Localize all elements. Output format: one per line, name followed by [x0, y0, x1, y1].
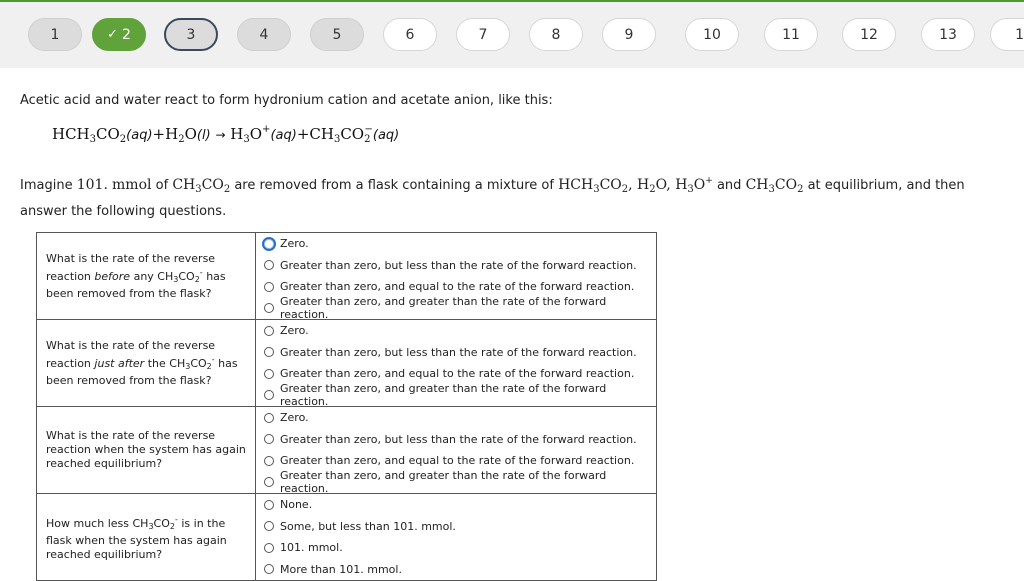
- radio-button[interactable]: [264, 260, 274, 270]
- q4-option-none[interactable]: None.: [256, 494, 656, 516]
- q1-option-equal[interactable]: Greater than zero, and equal to the rate of the forward reaction.: [256, 276, 656, 298]
- radio-button[interactable]: [264, 500, 274, 510]
- question-3-button[interactable]: 3: [164, 18, 218, 51]
- question-8-button[interactable]: 8: [529, 18, 583, 51]
- radio-button[interactable]: [264, 390, 274, 400]
- question-4-options: [256, 494, 657, 581]
- radio-button[interactable]: [264, 413, 274, 423]
- question-13-button[interactable]: 13: [921, 18, 975, 51]
- radio-button[interactable]: [264, 477, 274, 487]
- question-1-text: What is the rate of the reverse reaction before any $CH_3CO_2^-$ has been removed from the flask?: [37, 233, 256, 320]
- q1-option-less[interactable]: Greater than zero, but less than the rate of the forward reaction.: [256, 255, 656, 277]
- question-9-button[interactable]: 9: [602, 18, 656, 51]
- question-4-text: How much less $CH_3CO_2^-$ is in the flask when the system has again reached equilibrium?: [37, 494, 256, 581]
- question-11-button[interactable]: 11: [764, 18, 818, 51]
- radio-button[interactable]: [264, 456, 274, 466]
- q3-option-less[interactable]: Greater than zero, but less than the rate of the forward reaction.: [256, 429, 656, 451]
- progress-fill: [0, 0, 1024, 2]
- q4-option-some[interactable]: Some, but less than 101. mmol.: [256, 516, 656, 538]
- question-2-text: What is the rate of the reverse reaction just after the $CH_3CO_2^-$ has been removed from the flask?: [37, 320, 256, 407]
- q4-option-more[interactable]: More than 101. mmol.: [256, 559, 656, 581]
- radio-button[interactable]: [264, 303, 274, 313]
- question-14-button[interactable]: 1: [990, 18, 1024, 51]
- question-navigation-bar: [0, 0, 1024, 68]
- radio-button[interactable]: [264, 347, 274, 357]
- radio-button[interactable]: [262, 237, 276, 251]
- question-row: [37, 233, 657, 320]
- check-icon: ✓: [107, 27, 118, 42]
- radio-button[interactable]: [264, 521, 274, 531]
- question-1-button[interactable]: 1: [28, 18, 82, 51]
- question-row: [37, 494, 657, 581]
- radio-button[interactable]: [264, 369, 274, 379]
- reaction-equation: $HCH_3CO_2(aq)+H_2O(l) \to H_3O^+(aq)+CH_3CO_2^-(aq)$: [52, 124, 400, 145]
- question-row: [37, 407, 657, 494]
- question-4-button[interactable]: 4: [237, 18, 291, 51]
- question-prompt: Imagine 101. mmol of $CH_3CO_2$ are removed from a flask containing a mixture of $HCH_3CO_2$, $H_2O$, $H_3O^+$ and $CH_3CO_2$ at equilibrium, and then answer the following questions.: [20, 176, 965, 219]
- question-7-button[interactable]: 7: [456, 18, 510, 51]
- question-row: [37, 320, 657, 407]
- q2-option-zero[interactable]: Zero.: [256, 320, 656, 342]
- question-10-button[interactable]: 10: [685, 18, 739, 51]
- q2-option-less[interactable]: Greater than zero, but less than the rate of the forward reaction.: [256, 342, 656, 364]
- question-2-button[interactable]: ✓ 2: [92, 18, 146, 51]
- question-12-button[interactable]: 12: [842, 18, 896, 51]
- question-3-text: What is the rate of the reverse reaction when the system has again reached equilibrium?: [37, 407, 256, 494]
- question-6-button[interactable]: 6: [383, 18, 437, 51]
- radio-button[interactable]: [264, 326, 274, 336]
- q4-option-equal[interactable]: 101. mmol.: [256, 537, 656, 559]
- radio-button[interactable]: [264, 564, 274, 574]
- radio-button[interactable]: [264, 434, 274, 444]
- q2-option-equal[interactable]: Greater than zero, and equal to the rate of the forward reaction.: [256, 363, 656, 385]
- radio-button[interactable]: [264, 282, 274, 292]
- q1-option-greater[interactable]: Greater than zero, and greater than the rate of the forward reaction.: [256, 298, 656, 320]
- q3-option-equal[interactable]: Greater than zero, and equal to the rate of the forward reaction.: [256, 450, 656, 472]
- question-table: [36, 232, 657, 581]
- q1-option-zero[interactable]: Zero.: [256, 233, 656, 255]
- q2-option-greater[interactable]: Greater than zero, and greater than the rate of the forward reaction.: [256, 385, 656, 407]
- question-2-options: [256, 320, 657, 407]
- question-3-options: [256, 407, 657, 494]
- question-1-options: [256, 233, 657, 320]
- q3-option-greater[interactable]: Greater than zero, and greater than the rate of the forward reaction.: [256, 472, 656, 494]
- intro-text: Acetic acid and water react to form hydronium cation and acetate anion, like this:: [20, 93, 553, 108]
- radio-button[interactable]: [264, 543, 274, 553]
- question-5-button[interactable]: 5: [310, 18, 364, 51]
- q3-option-zero[interactable]: Zero.: [256, 407, 656, 429]
